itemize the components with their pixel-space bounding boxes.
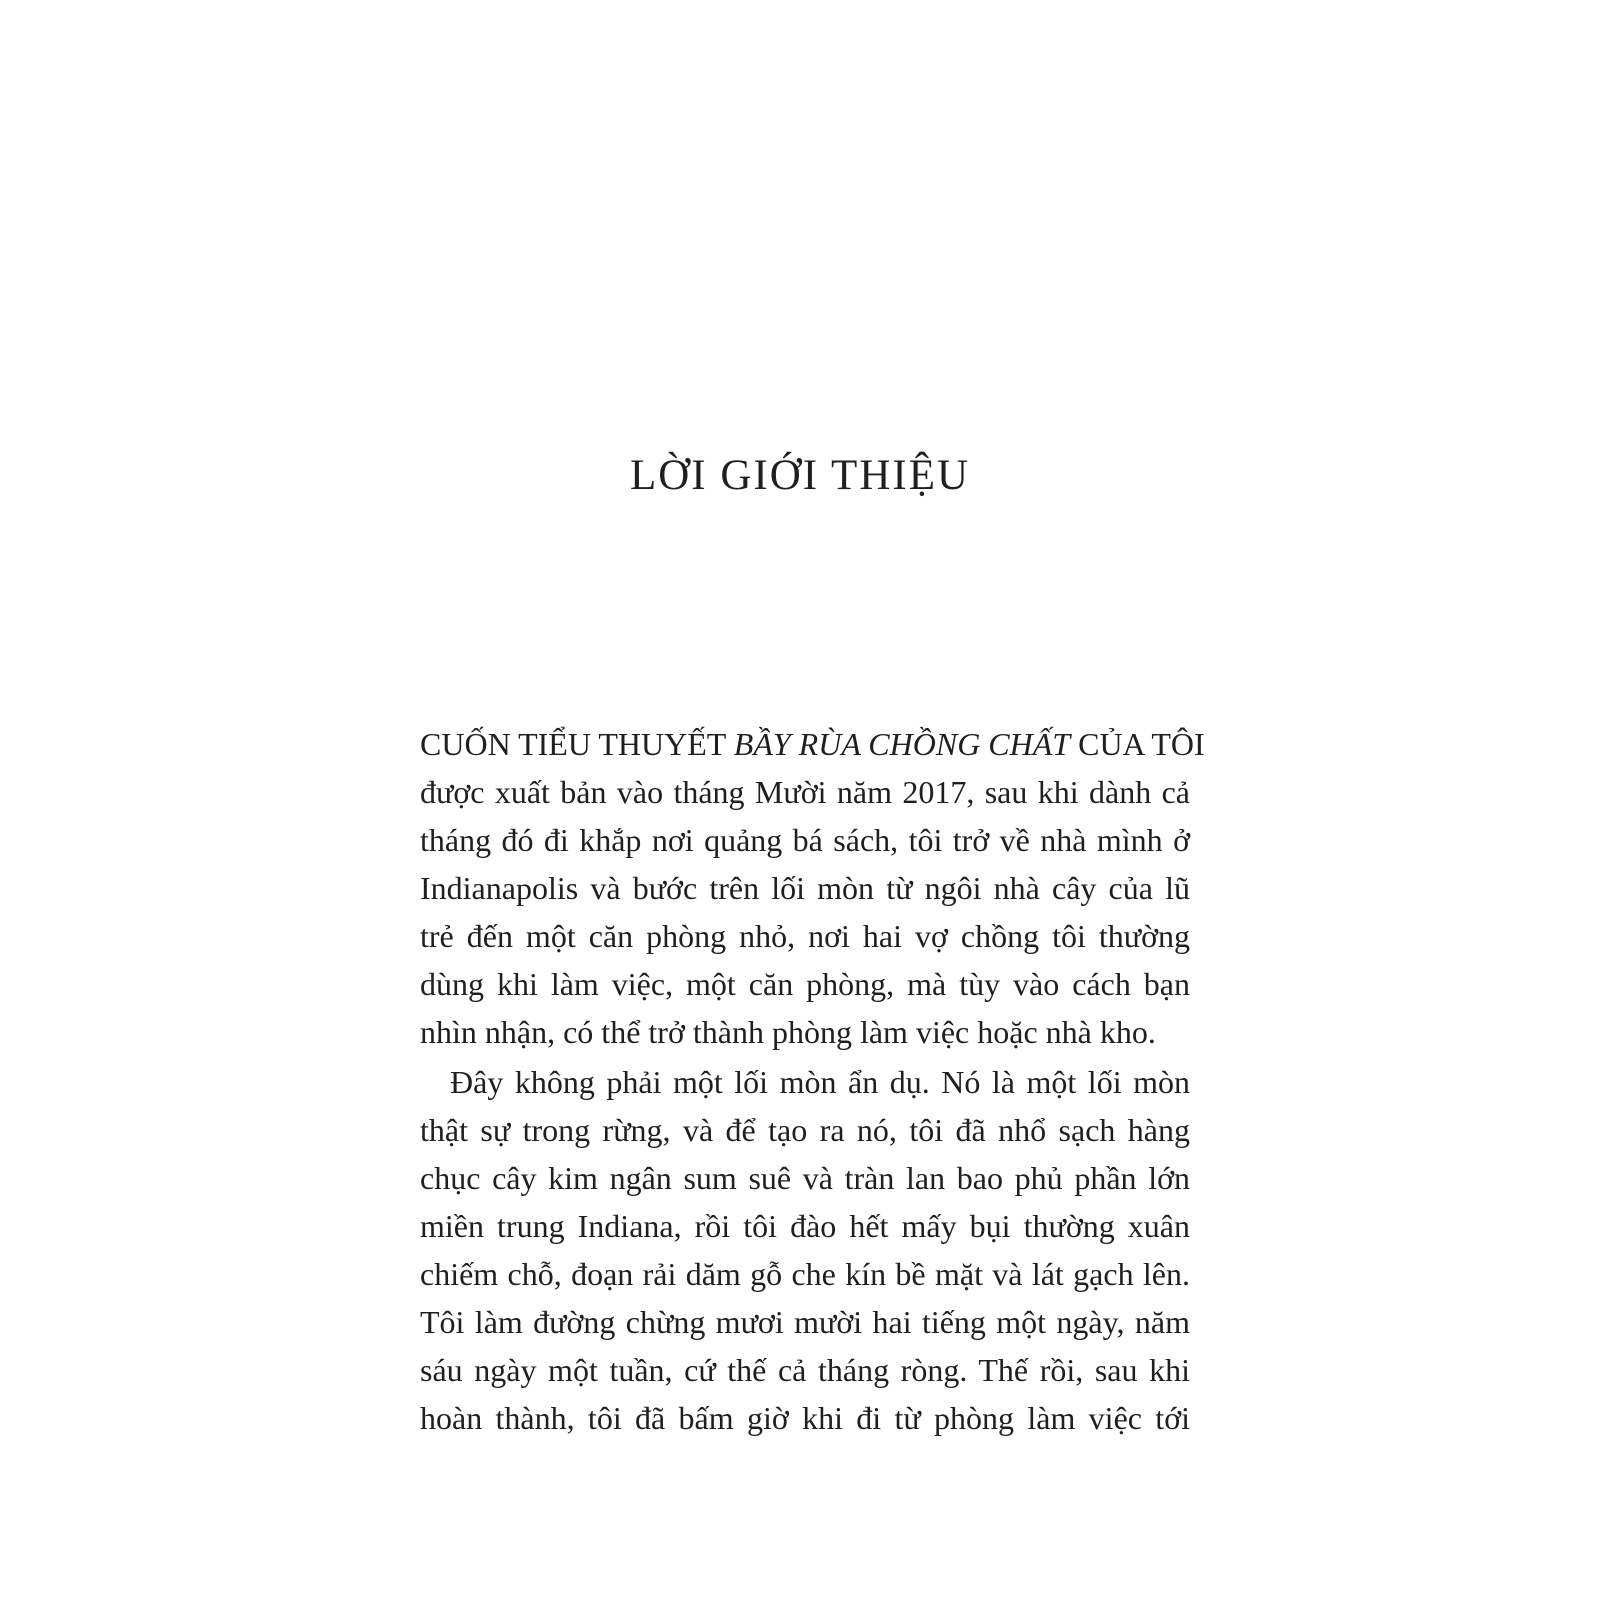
text-line: Tôi làm đường chừng mươi mười hai tiếng một ngày, năm — [420, 1304, 1190, 1340]
text-line: tháng đó đi khắp nơi quảng bá sách, tôi trở về nhà mình ở — [420, 822, 1190, 858]
text-line: chiếm chỗ, đoạn rải dăm gỗ che kín bề mặt và lát gạch lên. — [420, 1256, 1190, 1292]
text-line: CUỐN TIỂU THUYẾT BẦY RÙA CHỒNG CHẤT CỦA TÔI — [420, 726, 1205, 762]
text-line: trẻ đến một căn phòng nhỏ, nơi hai vợ chồng tôi thường — [420, 918, 1190, 954]
text-line: được xuất bản vào tháng Mười năm 2017, sau khi dành cả — [420, 774, 1190, 810]
paragraph — [420, 720, 1205, 1056]
text-line: dùng khi làm việc, một căn phòng, mà tùy vào cách bạn — [420, 966, 1190, 1002]
book-title-italic: BẦY RÙA CHỒNG CHẤT — [733, 726, 1071, 762]
chapter-title: LỜI GIỚI THIỆU — [629, 452, 971, 499]
text-line: Đây không phải một lối mòn ẩn dụ. Nó là một lối mòn — [450, 1064, 1190, 1100]
paragraph — [420, 1058, 1190, 1442]
text-line: miền trung Indiana, rồi tôi đào hết mấy bụi thường xuân — [420, 1208, 1190, 1244]
text-line: nhìn nhận, có thể trở thành phòng làm việc hoặc nhà kho. — [420, 1014, 1156, 1050]
text-line: hoàn thành, tôi đã bấm giờ khi đi từ phòng làm việc tới — [420, 1400, 1190, 1436]
text-line: chục cây kim ngân sum suê và tràn lan bao phủ phần lớn — [420, 1160, 1190, 1196]
text-line: sáu ngày một tuần, cứ thế cả tháng ròng. Thế rồi, sau khi — [420, 1352, 1190, 1388]
body-text — [420, 720, 1205, 1442]
text-line: thật sự trong rừng, và để tạo ra nó, tôi đã nhổ sạch hàng — [420, 1112, 1190, 1148]
text-line: Indianapolis và bước trên lối mòn từ ngôi nhà cây của lũ — [420, 870, 1190, 906]
